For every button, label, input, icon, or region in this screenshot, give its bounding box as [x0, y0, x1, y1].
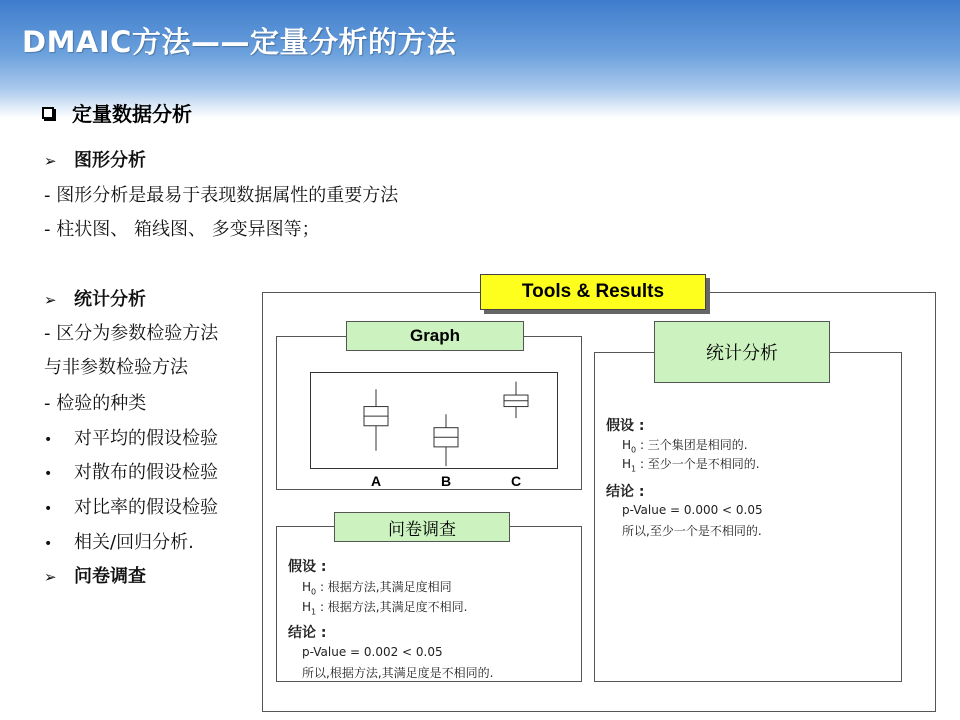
survey-h0-text: : 根据方法,其满足度相同 [316, 580, 452, 594]
arrow-bullet-icon: ➢ [44, 568, 57, 586]
survey-h1-prefix: H [302, 600, 312, 614]
tools-results-label: Tools & Results [480, 274, 706, 310]
survey-h0-line [302, 578, 452, 596]
dot-bullet-icon: • [44, 432, 53, 448]
survey-h1-sub: 1 [311, 607, 317, 617]
bullet-item-text: 对平均的假设检验 [74, 428, 218, 449]
stats-h1-sub: 1 [631, 464, 637, 474]
stat-line-1: - 区分为参数检验方法 [44, 323, 219, 344]
survey-h0-sub: 0 [311, 587, 317, 597]
bullet-item [44, 493, 218, 519]
survey-heading-text: 问卷调查 [74, 566, 146, 587]
bullet-item-text: 相关/回归分析. [74, 532, 194, 553]
graph-line-2: - 柱状图、 箱线图、 多变异图等； [44, 219, 320, 240]
dot-bullet-icon: • [44, 501, 53, 517]
survey-label: 问卷调查 [334, 512, 510, 542]
dot-bullet-icon: • [44, 536, 53, 552]
slide-title: DMAIC方法——定量分析的方法 [22, 25, 457, 59]
checkbox-bullet-icon [42, 107, 54, 119]
stats-h0-sub: 0 [631, 445, 637, 455]
graph-analysis-heading [44, 146, 146, 172]
survey-pvalue: p-Value = 0.002 < 0.05 [302, 645, 443, 659]
survey-heading [44, 562, 146, 588]
survey-h1-text: : 根据方法,其满足度不相同. [316, 600, 468, 614]
graph-line-1: - 图形分析是最易于表现数据属性的重要方法 [44, 185, 399, 206]
stat-analysis-heading-text: 统计分析 [74, 289, 146, 310]
category-label: C [510, 473, 522, 489]
survey-conclusion-head: 结论 : [288, 625, 327, 641]
survey-h1-line [302, 598, 467, 616]
arrow-bullet-icon: ➢ [44, 291, 57, 309]
survey-h0-prefix: H [302, 580, 312, 594]
stats-label: 统计分析 [654, 321, 830, 383]
stats-h0-text: : 三个集团是相同的. [636, 438, 748, 452]
bullet-item [44, 424, 218, 450]
stat-analysis-heading [44, 285, 146, 311]
stats-conclusion-head: 结论 : [606, 484, 645, 500]
survey-conclusion-text: 所以,根据方法,其满足度是不相同的. [302, 666, 494, 680]
category-label: A [370, 473, 382, 489]
stats-h0-prefix: H [622, 438, 632, 452]
dot-bullet-icon: • [44, 466, 53, 482]
category-label: B [440, 473, 452, 489]
stats-hypothesis-head: 假设 : [606, 418, 645, 434]
bullet-item-text: 对比率的假设检验 [74, 497, 218, 518]
stats-h0-line [622, 436, 748, 454]
bullet-item [44, 458, 218, 484]
stats-h1-line [622, 455, 760, 473]
stat-line-3: - 检验的种类 [44, 393, 147, 414]
stats-h1-text: : 至少一个是不相同的. [636, 457, 760, 471]
bullet-item [44, 528, 194, 554]
section-heading-text: 定量数据分析 [72, 102, 192, 126]
plot-area [311, 373, 558, 469]
stat-line-2: 与非参数检验方法 [44, 357, 188, 378]
boxplot-chart [310, 372, 558, 490]
graph-label: Graph [346, 321, 524, 351]
section-heading [42, 98, 192, 127]
stats-panel [594, 352, 902, 682]
stats-pvalue: p-Value = 0.000 < 0.05 [622, 503, 763, 517]
graph-analysis-heading-text: 图形分析 [74, 150, 146, 171]
stats-h1-prefix: H [622, 457, 632, 471]
stats-conclusion-text: 所以,至少一个是不相同的. [622, 524, 762, 538]
survey-hypothesis-head: 假设 : [288, 559, 327, 575]
bullet-item-text: 对散布的假设检验 [74, 462, 218, 483]
arrow-bullet-icon: ➢ [44, 152, 57, 170]
